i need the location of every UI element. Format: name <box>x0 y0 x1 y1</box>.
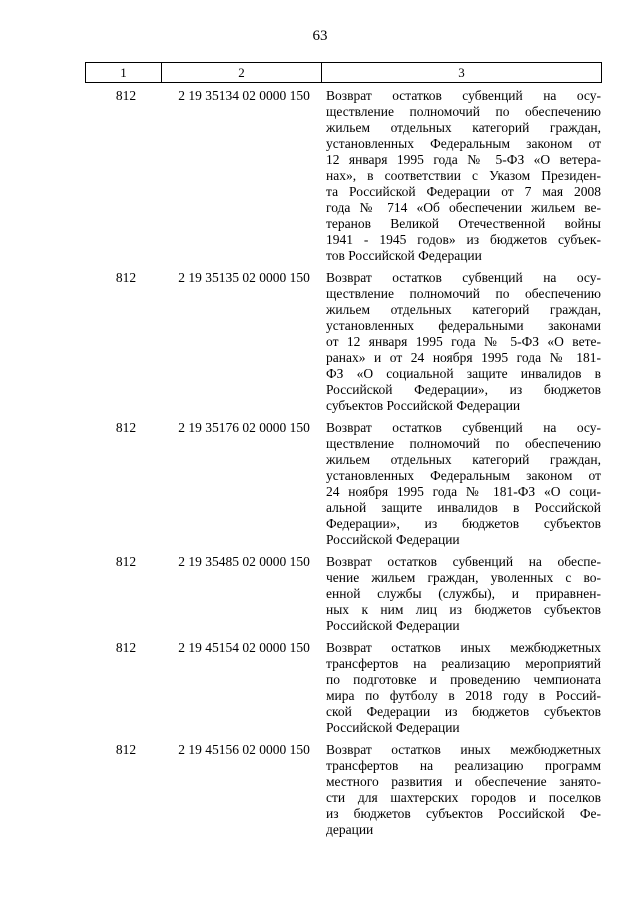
admin-code-cell: 812 <box>115 554 137 569</box>
description-line: ранах» и от 24 ноября 1995 года № 181- <box>326 350 601 365</box>
description-line: Российской Федерации», из бюджетов <box>326 382 601 397</box>
admin-code-cell: 812 <box>115 420 137 435</box>
description-line: Возврат остатков субвенций на осу- <box>326 420 601 435</box>
table-row <box>85 270 601 414</box>
description-line: Возврат остатков субвенций на осу- <box>326 88 601 103</box>
description-line: енной службы (службы), и приравнен- <box>326 586 601 601</box>
budget-code-cell: 2 19 35135 02 0000 150 <box>178 270 310 285</box>
description-line: установленных Федеральным законом от <box>326 136 601 151</box>
description-line: Возврат остатков субвенций на осу- <box>326 270 601 285</box>
description-line: субъектов Российской Федерации <box>326 398 521 413</box>
description-line: мира по футболу в 2018 году в Россий- <box>326 688 601 703</box>
budget-code-cell: 2 19 35134 02 0000 150 <box>178 88 310 103</box>
description-cell <box>326 554 601 634</box>
description-line: Российской Федерации <box>326 720 460 735</box>
budget-code-cell: 2 19 35176 02 0000 150 <box>178 420 310 435</box>
description-line: альной защите инвалидов в Российской <box>326 500 601 515</box>
description-line: установленных федеральными законами <box>326 318 601 333</box>
description-line: установленных Федеральным законом от <box>326 468 601 483</box>
budget-code-cell: 2 19 45156 02 0000 150 <box>178 742 310 757</box>
admin-code-cell: 812 <box>115 270 137 285</box>
description-line: ФЗ «О социальной защите инвалидов в <box>326 366 601 381</box>
description-line: жильем отдельных категорий граждан, <box>326 452 601 467</box>
admin-code-cell: 812 <box>115 88 137 103</box>
description-line: 24 ноября 1995 года № 181-ФЗ «О соци- <box>326 484 601 499</box>
admin-code-cell: 812 <box>115 742 137 757</box>
budget-code-cell: 2 19 35485 02 0000 150 <box>178 554 310 569</box>
description-line: Федерации», из бюджетов субъектов <box>326 516 601 531</box>
description-line: Российской Федерации <box>326 618 460 633</box>
description-line: трансфертов на реализацию мероприятий <box>326 656 601 671</box>
table-header <box>85 62 602 83</box>
admin-code-cell: 812 <box>115 640 137 655</box>
description-cell <box>326 640 601 736</box>
page-number: 63 <box>312 28 328 44</box>
description-line: местного развития и обеспечение занято- <box>326 774 601 789</box>
column-header-3: 3 <box>322 63 602 83</box>
description-line: дерации <box>326 822 374 837</box>
description-line: из бюджетов субъектов Российской Фе- <box>326 806 601 821</box>
column-header-1: 1 <box>86 63 162 83</box>
budget-code-cell: 2 19 45154 02 0000 150 <box>178 640 310 655</box>
description-line: Возврат остатков субвенций на обеспе- <box>326 554 601 569</box>
description-line: ской Федерации из бюджетов субъектов <box>326 704 601 719</box>
table-row <box>85 640 601 736</box>
description-cell <box>326 742 601 838</box>
description-line: чение жильем граждан, уволенных с во- <box>326 570 601 585</box>
table-row <box>85 420 601 548</box>
table-row <box>85 554 601 634</box>
description-line: от 12 января 1995 года № 5-ФЗ «О вете- <box>326 334 601 349</box>
description-line: Возврат остатков иных межбюджетных <box>326 742 601 757</box>
description-line: 1941 - 1945 годов» из бюджетов субъек- <box>326 232 601 247</box>
table-row <box>85 742 601 838</box>
description-line: жильем отдельных категорий граждан, <box>326 120 601 135</box>
description-line: тов Российской Федерации <box>326 248 482 263</box>
description-line: жильем отдельных категорий граждан, <box>326 302 601 317</box>
description-line: Российской Федерации <box>326 532 460 547</box>
description-line: ществление полномочий по обеспечению <box>326 286 601 301</box>
description-line: Возврат остатков иных межбюджетных <box>326 640 601 655</box>
description-line: та Российской Федерации от 7 мая 2008 <box>326 184 601 199</box>
description-line: по подготовке и проведению чемпионата <box>326 672 601 687</box>
description-line: трансфертов на реализацию программ <box>326 758 601 773</box>
description-line: теранов Великой Отечественной войны <box>326 216 601 231</box>
table-row <box>85 88 601 264</box>
column-header-2: 2 <box>162 63 322 83</box>
table-body <box>85 88 601 844</box>
description-line: 12 января 1995 года № 5-ФЗ «О ветера- <box>326 152 601 167</box>
description-line: сти для шахтерских городов и поселков <box>326 790 601 805</box>
description-cell <box>326 270 601 414</box>
description-line: ных к ним лиц из бюджетов субъектов <box>326 602 601 617</box>
description-line: нах», в соответствии с Указом Президен- <box>326 168 601 183</box>
description-line: года № 714 «Об обеспечении жильем ве- <box>326 200 601 215</box>
description-line: ществление полномочий по обеспечению <box>326 436 601 451</box>
description-cell <box>326 88 601 264</box>
description-cell <box>326 420 601 548</box>
description-line: ществление полномочий по обеспечению <box>326 104 601 119</box>
